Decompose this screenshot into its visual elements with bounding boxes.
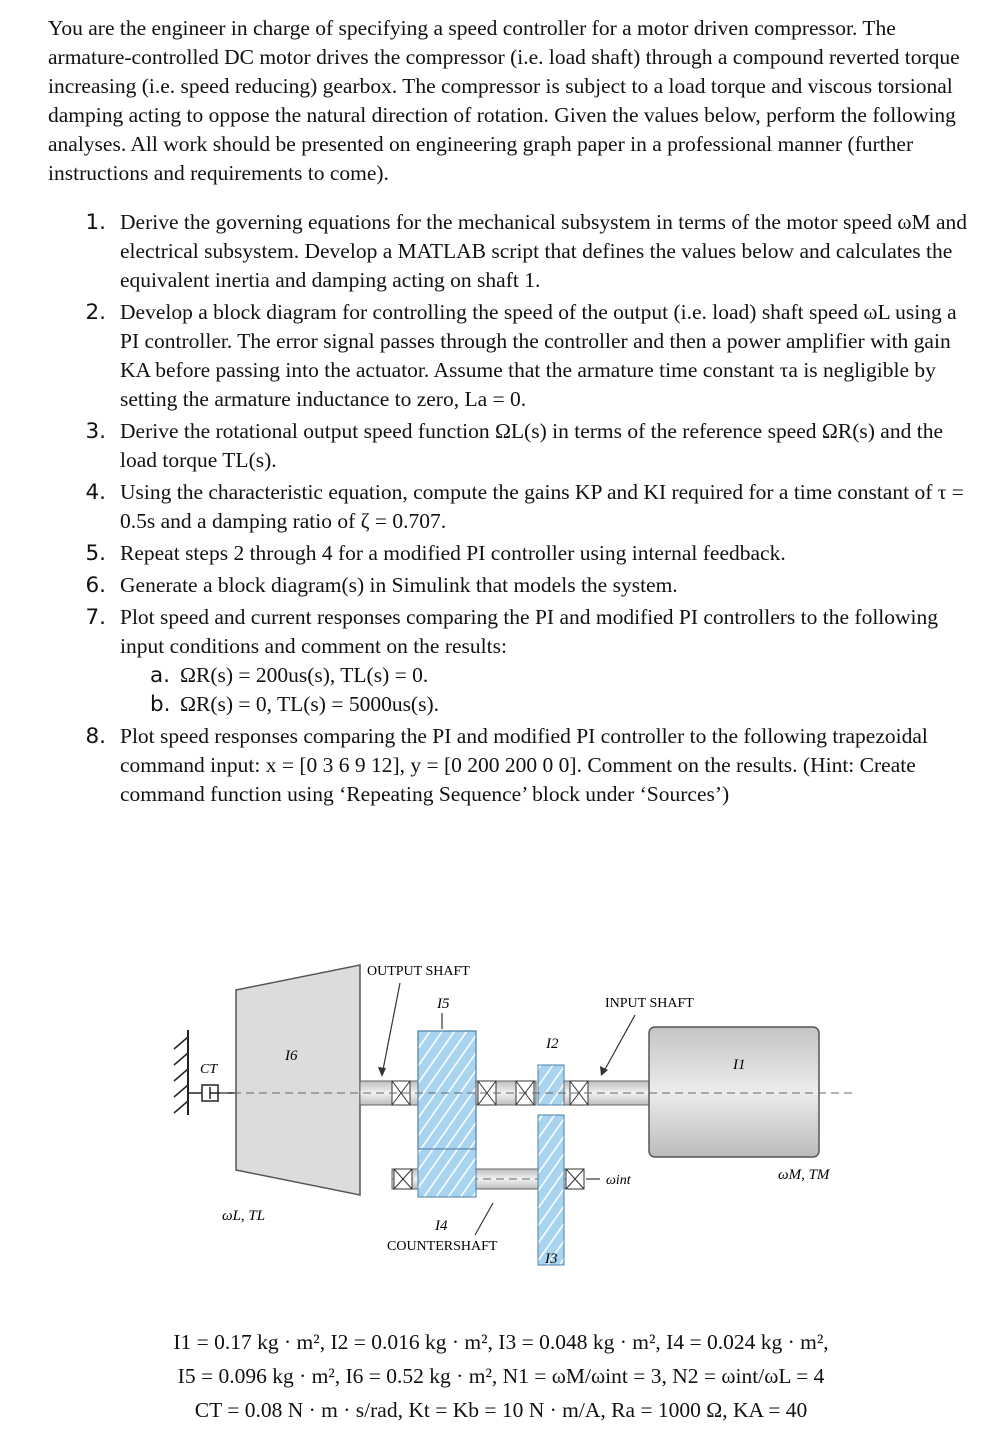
task-text: Generate a block diagram(s) in Simulink that models the system. [120,573,678,597]
ground-wall [174,1030,188,1115]
problem-intro: You are the engineer in charge of specifying a speed controller for a motor driven compressor. The armature-controlled DC motor drives the compressor (i.e. load shaft) through a compound reverted torque increasing (i.e. speed reducing) gearbox. The compressor is subject to a load torque and viscous torsional damping acting to oppose the natural direction of rotation. Given the values below, perform the following analyses. All work should be presented on engineering graph paper in a professional manner (further instructions and requirements to come). [48,16,960,185]
subtask-label: a. [150,663,171,688]
task-item [80,478,970,536]
task-number: 8. [85,724,106,749]
task-text: Develop a block diagram for controlling the speed of the output (i.e. load) shaft speed ωL using a PI controller. The error signal passes through the controller and then a power amplifier with gain KA before passing into the actuator. Assume that the armature time constant τa is negligible by setting the armature inductance to zero, La = 0. [120,300,957,411]
task-text: Plot speed responses comparing the PI and modified PI controller to the following trapezoidal command input: x = [0 3 6 9 12], y = [0 200 200 0 0]. Comment on the results. (Hint: Create command function using ‘Repeating Sequence’ block under ‘Sources’) [120,724,928,806]
task-list [80,208,970,812]
input-shaft-label: INPUT SHAFT [605,996,694,1011]
task-number: 4. [85,480,106,505]
params-line: CT = 0.08 N · m · s/rad, Kt = Kb = 10 N · m/A, Ra = 1000 Ω, KA = 40 [194,1398,808,1422]
task-item [80,298,970,414]
task-text: Repeat steps 2 through 4 for a modified PI controller using internal feedback. [120,541,786,565]
subtask-text: ΩR(s) = 200us(s), TL(s) = 0. [180,663,429,687]
task-number: 2. [85,300,106,325]
wm-tm-label: ωM, TM [778,1167,830,1183]
parameter-values [0,1325,1002,1427]
gear-i2 [538,1065,564,1105]
subtask-item [150,690,970,719]
motor-body [649,1027,819,1157]
params-line: I1 = 0.17 kg · m², I2 = 0.016 kg · m², I3 = 0.048 kg · m², I4 = 0.024 kg · m², [173,1330,829,1354]
task-item [80,603,970,719]
ct-label: CT [200,1062,218,1077]
task-item [80,539,970,568]
damper-symbol [188,1085,236,1101]
task-number: 5. [85,541,106,566]
task-number: 3. [85,419,106,444]
task-item [80,208,970,295]
task-number: 6. [85,573,106,598]
compressor-body [236,965,360,1195]
i4-label: I4 [435,1218,448,1234]
task-text: Derive the governing equations for the mechanical subsystem in terms of the motor speed ωM and electrical subsystem. Develop a MATLAB script that defines the values below and calculates the equivalent inertia and damping acting on shaft 1. [120,210,968,292]
task-number: 7. [85,605,106,630]
task-item [80,722,970,809]
task-text: Using the characteristic equation, compute the gains KP and KI required for a time constant of τ = 0.5s and a damping ratio of ζ = 0.707. [120,480,964,533]
gear-i5 [418,1031,476,1149]
i1-label: I1 [733,1057,746,1073]
subtask-label: b. [150,692,171,717]
countershaft-label: COUNTERSHAFT [387,1239,498,1254]
task-text: Derive the rotational output speed function ΩL(s) in terms of the reference speed ΩR(s) and the load torque TL(s). [120,419,943,472]
subtask-text: ΩR(s) = 0, TL(s) = 5000us(s). [180,692,439,716]
i3-label: I3 [545,1251,558,1267]
task-text: Plot speed and current responses comparing the PI and modified PI controllers to the following input conditions and comment on the results: [120,605,939,658]
wl-tl-label: ωL, TL [222,1208,266,1224]
i2-label: I2 [546,1036,559,1052]
task-item [80,417,970,475]
subtask-list [120,661,970,719]
i6-label: I6 [285,1048,298,1064]
gear-i3 [538,1115,564,1265]
output-shaft-label: OUTPUT SHAFT [367,964,470,979]
task-number: 1. [85,210,106,235]
subtask-item [150,661,970,690]
params-line: I5 = 0.096 kg · m², I6 = 0.52 kg · m², N1 = ωM/ωint = 3, N2 = ωint/ωL = 4 [177,1364,825,1388]
i5-label: I5 [437,996,450,1012]
wint-label: ωint [606,1173,631,1188]
gearbox-diagram [160,945,860,1275]
gear-i4 [418,1149,476,1197]
task-item [80,571,970,600]
